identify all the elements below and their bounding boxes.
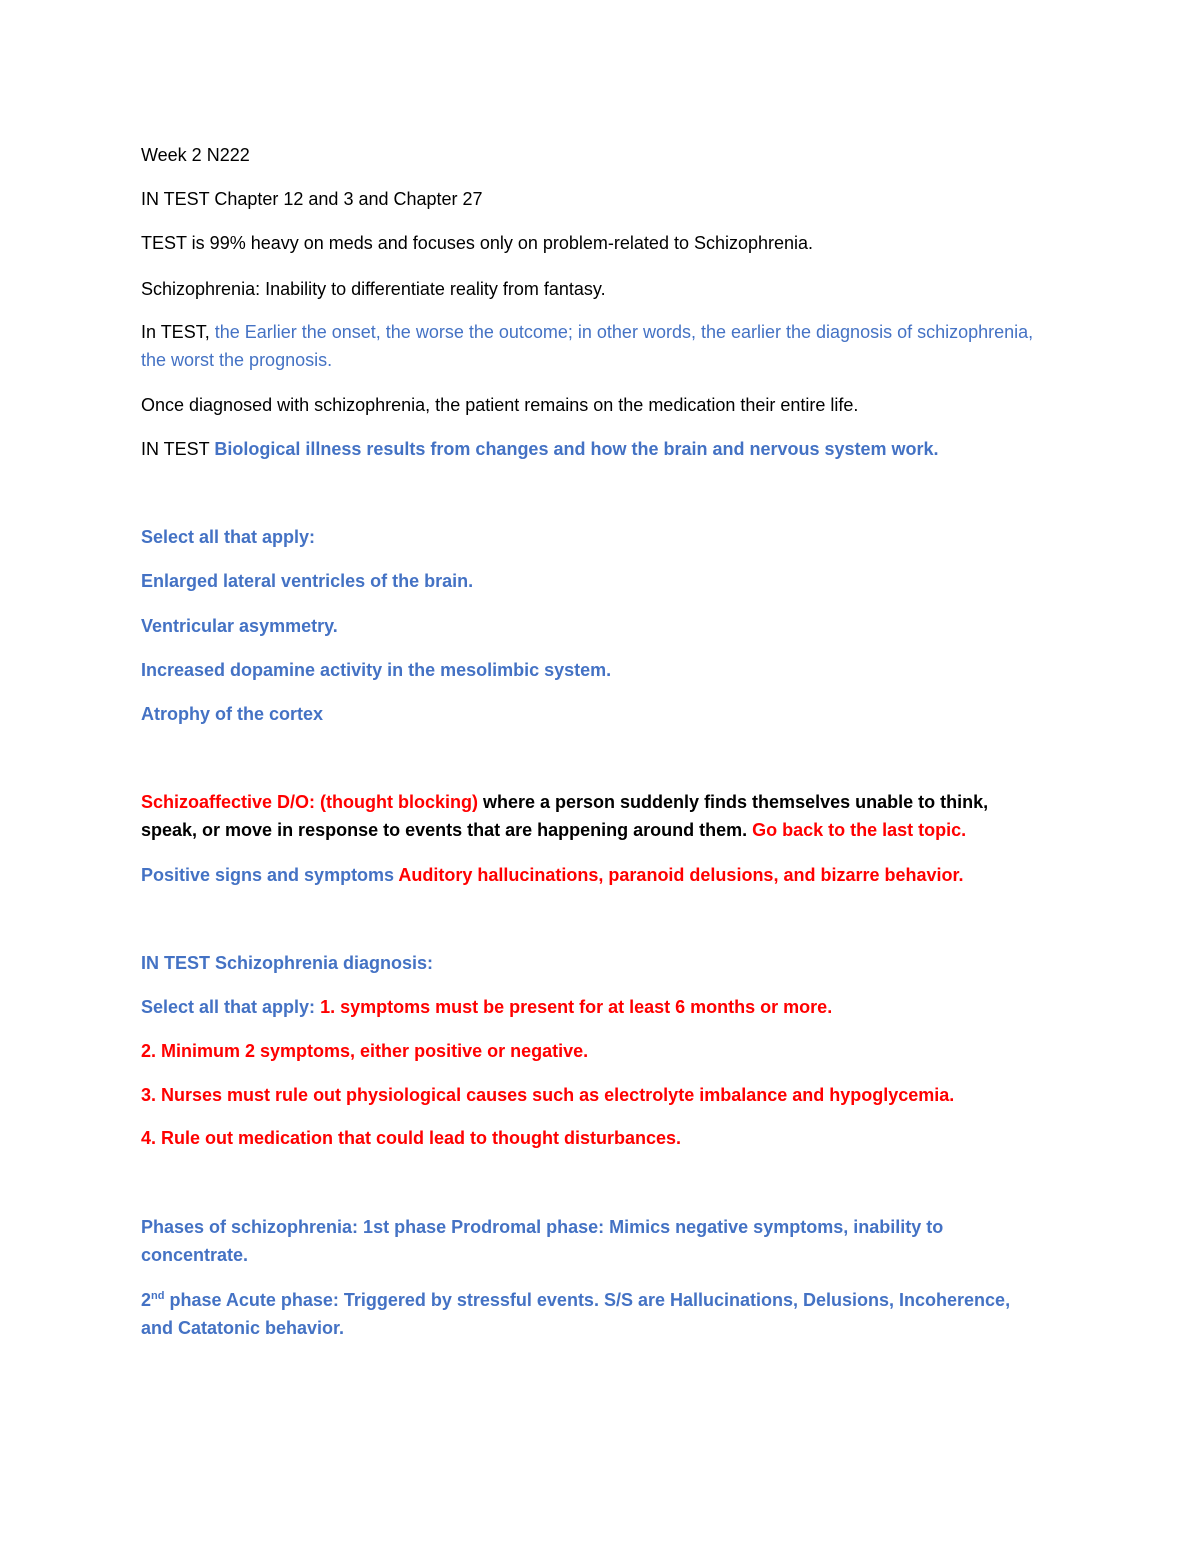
schizoaffective-tail: Go back to the last topic. bbox=[752, 820, 967, 840]
select-all-heading: Select all that apply: bbox=[141, 527, 316, 547]
diagnosis-item: 4. Rule out medication that could lead to thought disturbances. bbox=[141, 1128, 682, 1148]
positive-signs-text: Auditory hallucinations, paranoid delusions, and bizarre behavior. bbox=[398, 865, 964, 885]
onset-note bbox=[141, 318, 1041, 374]
in-test-chapters: IN TEST Chapter 12 and 3 and Chapter 27 bbox=[141, 189, 483, 209]
biological-note-prefix: IN TEST bbox=[141, 439, 215, 459]
diagnosis-item: 3. Nurses must rule out physiological causes such as electrolyte imbalance and hypoglycemia. bbox=[141, 1085, 955, 1105]
diagnosis-item: 2. Minimum 2 symptoms, either positive or negative. bbox=[141, 1041, 589, 1061]
positive-signs-label: Positive signs and symptoms bbox=[141, 865, 399, 885]
select-all-item: Increased dopamine activity in the mesolimbic system. bbox=[141, 660, 612, 680]
phase-two bbox=[141, 1286, 1041, 1342]
onset-note-text: the Earlier the onset, the worse the outcome; in other words, the earlier the diagnosis of schizophrenia, the worst the prognosis. bbox=[141, 322, 1034, 370]
schizoaffective-paragraph bbox=[141, 788, 1041, 844]
schizoaffective-text: where a person suddenly finds themselves unable to think, speak, or move in response to events that are happening around them. bbox=[141, 792, 989, 840]
medication-note: Once diagnosed with schizophrenia, the patient remains on the medication their entire life. bbox=[141, 395, 859, 415]
diagnosis-heading: IN TEST Schizophrenia diagnosis: bbox=[141, 953, 434, 973]
diagnosis-select-prefix: Select all that apply: bbox=[141, 997, 321, 1017]
biological-note bbox=[141, 435, 1041, 463]
diagnosis-item-text: 1. symptoms must be present for at least 6 months or more. bbox=[320, 997, 833, 1017]
biological-note-text: Biological illness results from changes and how the brain and nervous system work. bbox=[214, 439, 939, 459]
phase-two-suffix: nd bbox=[151, 1290, 165, 1302]
schizophrenia-definition: Schizophrenia: Inability to differentiate reality from fantasy. bbox=[141, 279, 606, 299]
document-title: Week 2 N222 bbox=[141, 145, 250, 165]
select-all-item: Ventricular asymmetry. bbox=[141, 616, 338, 636]
diagnosis-item bbox=[141, 993, 1041, 1021]
select-all-item: Enlarged lateral ventricles of the brain. bbox=[141, 571, 474, 591]
phase-two-number: 2 bbox=[141, 1290, 152, 1310]
schizoaffective-label: Schizoaffective D/O: (thought blocking) bbox=[141, 792, 478, 812]
onset-note-prefix: In TEST, bbox=[141, 322, 215, 342]
phase-two-text: phase Acute phase: Triggered by stressful events. S/S are Hallucinations, Delusions, Incoherence, and Catatonic behavior. bbox=[141, 1290, 1011, 1338]
test-focus: TEST is 99% heavy on meds and focuses only on problem-related to Schizophrenia. bbox=[141, 233, 814, 253]
select-all-item: Atrophy of the cortex bbox=[141, 704, 324, 724]
positive-signs bbox=[141, 861, 1041, 889]
phase-one: Phases of schizophrenia: 1st phase Prodromal phase: Mimics negative symptoms, inability to concentrate. bbox=[141, 1217, 944, 1265]
